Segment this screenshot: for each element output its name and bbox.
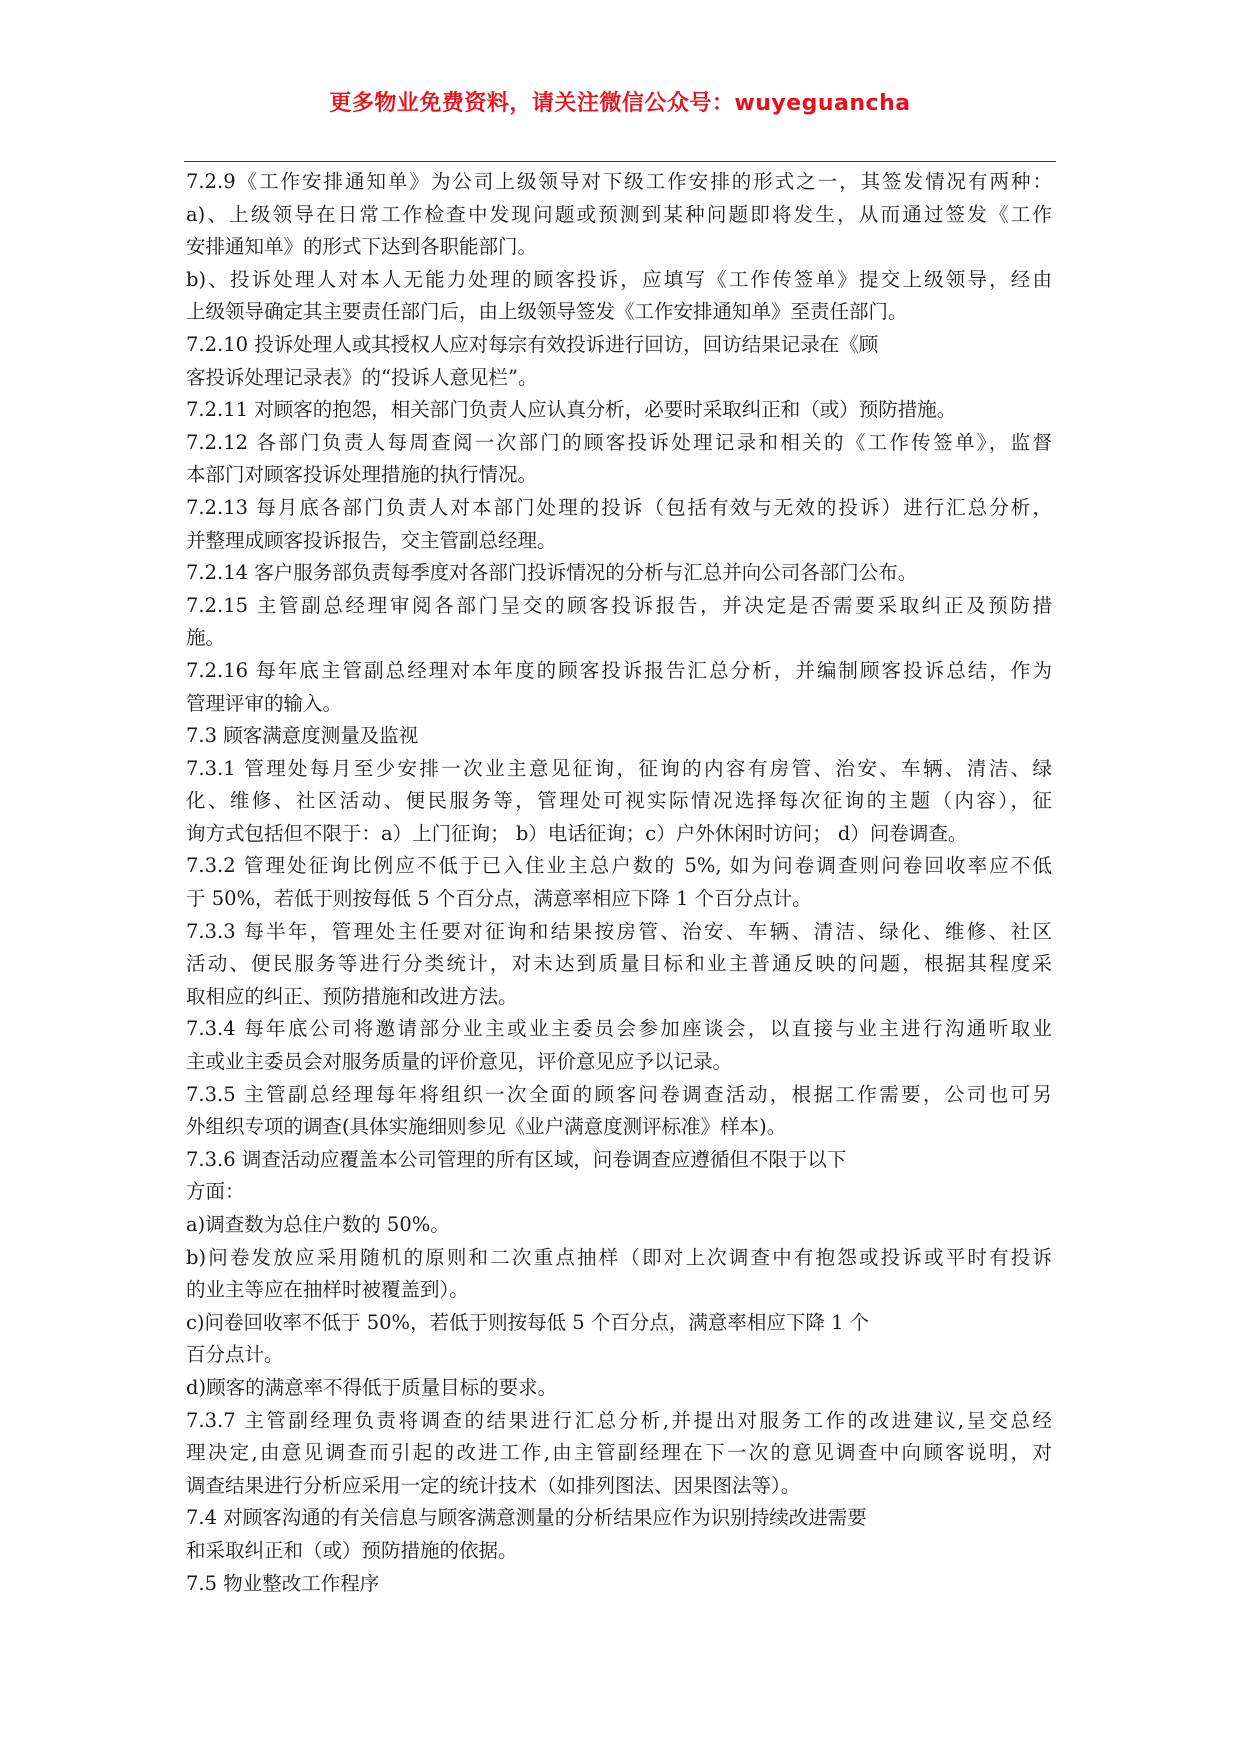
document-line: 7.2.14 客户服务部负责每季度对各部门投诉情况的分析与汇总并向公司各部门公布。	[186, 561, 918, 585]
document-line: d)顾客的满意率不得低于质量目标的要求。	[186, 1375, 558, 1399]
document-line: 7.3.4 每年底公司将邀请部分业主或业主委员会参加座谈会，以直接与业主进行沟通听取业	[186, 1017, 1052, 1041]
document-line: 本部门对顾客投诉处理措施的执行情况。	[186, 463, 538, 487]
promo-banner: 更多物业免费资料，请关注微信公众号：wuyeguancha	[329, 91, 911, 116]
document-line: 7.3.2 管理处征询比例应不低于已入住业主总户数的 5%, 如为问卷调查则问卷回收率应不低	[186, 854, 1052, 878]
document-line: b)问卷发放应采用随机的原则和二次重点抽样（即对上次调查中有抱怨或投诉或平时有投诉	[186, 1245, 1052, 1269]
document-line: b)、投诉处理人对本人无能力处理的顾客投诉，应填写《工作传签单》提交上级领导，经由	[186, 267, 1052, 291]
document-line: 主或业主委员会对服务质量的评价意见，评价意见应予以记录。	[186, 1050, 733, 1074]
document-line: 管理评审的输入。	[186, 691, 343, 715]
document-line: 客投诉处理记录表》的“投诉人意见栏”。	[186, 365, 538, 389]
document-line: 7.4 对顾客沟通的有关信息与顾客满意测量的分析结果应作为识别持续改进需要	[186, 1506, 867, 1530]
document-line: 7.3.1 管理处每月至少安排一次业主意见征询，征询的内容有房管、治安、车辆、清洁、绿	[186, 756, 1052, 780]
document-line: 安排通知单》的形式下达到各职能部门。	[186, 235, 538, 259]
document-line: 7.2.16 每年底主管副总经理对本年度的顾客投诉报告汇总分析，并编制顾客投诉总结，作为	[186, 658, 1052, 682]
document-line: 于 50%，若低于则按每低 5 个百分点，满意率相应下降 1 个百分点计。	[186, 887, 812, 911]
document-line: 7.2.9《工作安排通知单》为公司上级领导对下级工作安排的形式之一，其签发情况有两种：	[186, 170, 1052, 193]
document-line: a)、上级领导在日常工作检查中发现问题或预测到某种问题即将发生，从而通过签发《工作	[186, 202, 1052, 226]
document-line: 7.3.7 主管副经理负责将调查的结果进行汇总分析,并提出对服务工作的改进建议,呈交总经	[186, 1408, 1052, 1432]
document-line: 7.5 物业整改工作程序	[186, 1571, 380, 1595]
document-body	[186, 166, 1052, 1600]
document-line: 7.2.10 投诉处理人或其授权人应对每宗有效投诉进行回访，回访结果记录在《顾	[186, 332, 879, 356]
document-line: c)问卷回收率不低于 50%，若低于则按每低 5 个百分点，满意率相应下降 1 个	[186, 1310, 870, 1334]
document-line: 百分点计。	[186, 1343, 284, 1367]
document-line: 7.2.15 主管副总经理审阅各部门呈交的顾客投诉报告，并决定是否需要采取纠正及预防措	[186, 593, 1052, 617]
document-line: 理决定,由意见调查而引起的改进工作,由主管副经理在下一次的意见调查中向顾客说明，对	[186, 1441, 1052, 1465]
document-line: 7.2.13 每月底各部门负责人对本部门处理的投诉（包括有效与无效的投诉）进行汇总分析，	[186, 495, 1052, 519]
document-line: 7.2.11 对顾客的抱怨，相关部门负责人应认真分析，必要时采取纠正和（或）预防措施。	[186, 398, 957, 422]
header-divider	[184, 161, 1056, 162]
document-line: 7.3.3 每半年，管理处主任要对征询和结果按房管、治安、车辆、清洁、绿化、维修、社区	[186, 919, 1052, 943]
document-line: 7.3 顾客满意度测量及监视	[186, 724, 419, 748]
document-line: 和采取纠正和（或）预防措施的依据。	[186, 1538, 518, 1562]
document-line: 取相应的纠正、预防措施和改进方法。	[186, 984, 518, 1008]
document-line: 调查结果进行分析应采用一定的统计技术（如排列图法、因果图法等）。	[186, 1473, 801, 1497]
document-line: 上级领导确定其主要责任部门后，由上级领导签发《工作安排通知单》至责任部门。	[186, 300, 908, 324]
document-line: 施。	[186, 626, 226, 650]
document-line: 的业主等应在抽样时被覆盖到）。	[186, 1278, 469, 1302]
document-line: 方面：	[186, 1180, 245, 1204]
document-line: 7.3.5 主管副总经理每年将组织一次全面的顾客问卷调查活动，根据工作需要，公司也可另	[186, 1082, 1052, 1106]
document-line: 7.3.6 调查活动应覆盖本公司管理的所有区域，问卷调查应遵循但不限于以下	[186, 1147, 847, 1171]
document-line: 询方式包括但不限于：a）上门征询； b）电话征询；c）户外休闲时访问； d）问卷调查。	[186, 821, 968, 845]
document-line: a)调查数为总住户数的 50%。	[186, 1213, 450, 1236]
document-line: 活动、便民服务等进行分类统计，对未达到质量目标和业主普通反映的问题，根据其程度采	[186, 952, 1052, 976]
document-line: 并整理成顾客投诉报告，交主管副总经理。	[186, 528, 557, 552]
document-line: 外组织专项的调查(具体实施细则参见《业户满意度测评标准》样本)。	[186, 1115, 787, 1139]
document-line: 化、维修、社区活动、便民服务等，管理处可视实际情况选择每次征询的主题（内容），征	[186, 789, 1052, 813]
document-line: 7.2.12 各部门负责人每周查阅一次部门的顾客投诉处理记录和相关的《工作传签单》，监督	[186, 430, 1052, 454]
